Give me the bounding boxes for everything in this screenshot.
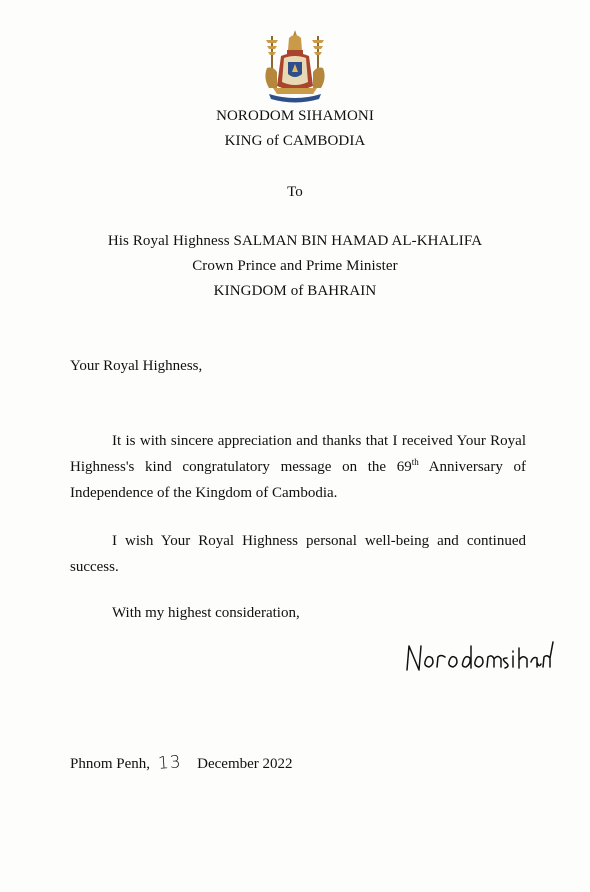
place: Phnom Penh, bbox=[70, 756, 151, 772]
date-line bbox=[70, 753, 293, 773]
recipient-salutation-prefix: His Royal Highness bbox=[107, 233, 230, 249]
sender-name: NORODOM SIHAMONI bbox=[216, 108, 374, 124]
closing: With my highest consideration, bbox=[112, 605, 300, 621]
recipient-name: SALMAN BIN HAMAD AL-KHALIFA bbox=[233, 233, 483, 249]
recipient-name-line bbox=[0, 233, 590, 250]
handwritten-signature bbox=[405, 640, 555, 674]
recipient-role: Crown Prince and Prime Minister bbox=[192, 258, 398, 274]
body-p1-ordinal: th bbox=[411, 457, 419, 467]
recipient-country: KINGDOM of BAHRAIN bbox=[213, 283, 377, 299]
to-label: To bbox=[287, 184, 303, 200]
body-paragraph-2: I wish Your Royal Highness personal well-being and continued success. bbox=[70, 533, 526, 575]
body-p1-part1: It is with sincere appreciation and thanks that I received Your Royal Highness's kind congratulatory message on the 69 bbox=[70, 433, 526, 475]
handwritten-day: 13 bbox=[157, 752, 183, 774]
sender-title: KING of CAMBODIA bbox=[224, 133, 366, 149]
body-p1-part2: Anniversary of Independence of the Kingdom of Cambodia. bbox=[70, 459, 527, 501]
body-paragraph-1 bbox=[70, 428, 526, 506]
month-year: December 2022 bbox=[197, 756, 293, 772]
greeting: Your Royal Highness, bbox=[70, 358, 203, 374]
royal-arms-icon bbox=[257, 28, 333, 104]
